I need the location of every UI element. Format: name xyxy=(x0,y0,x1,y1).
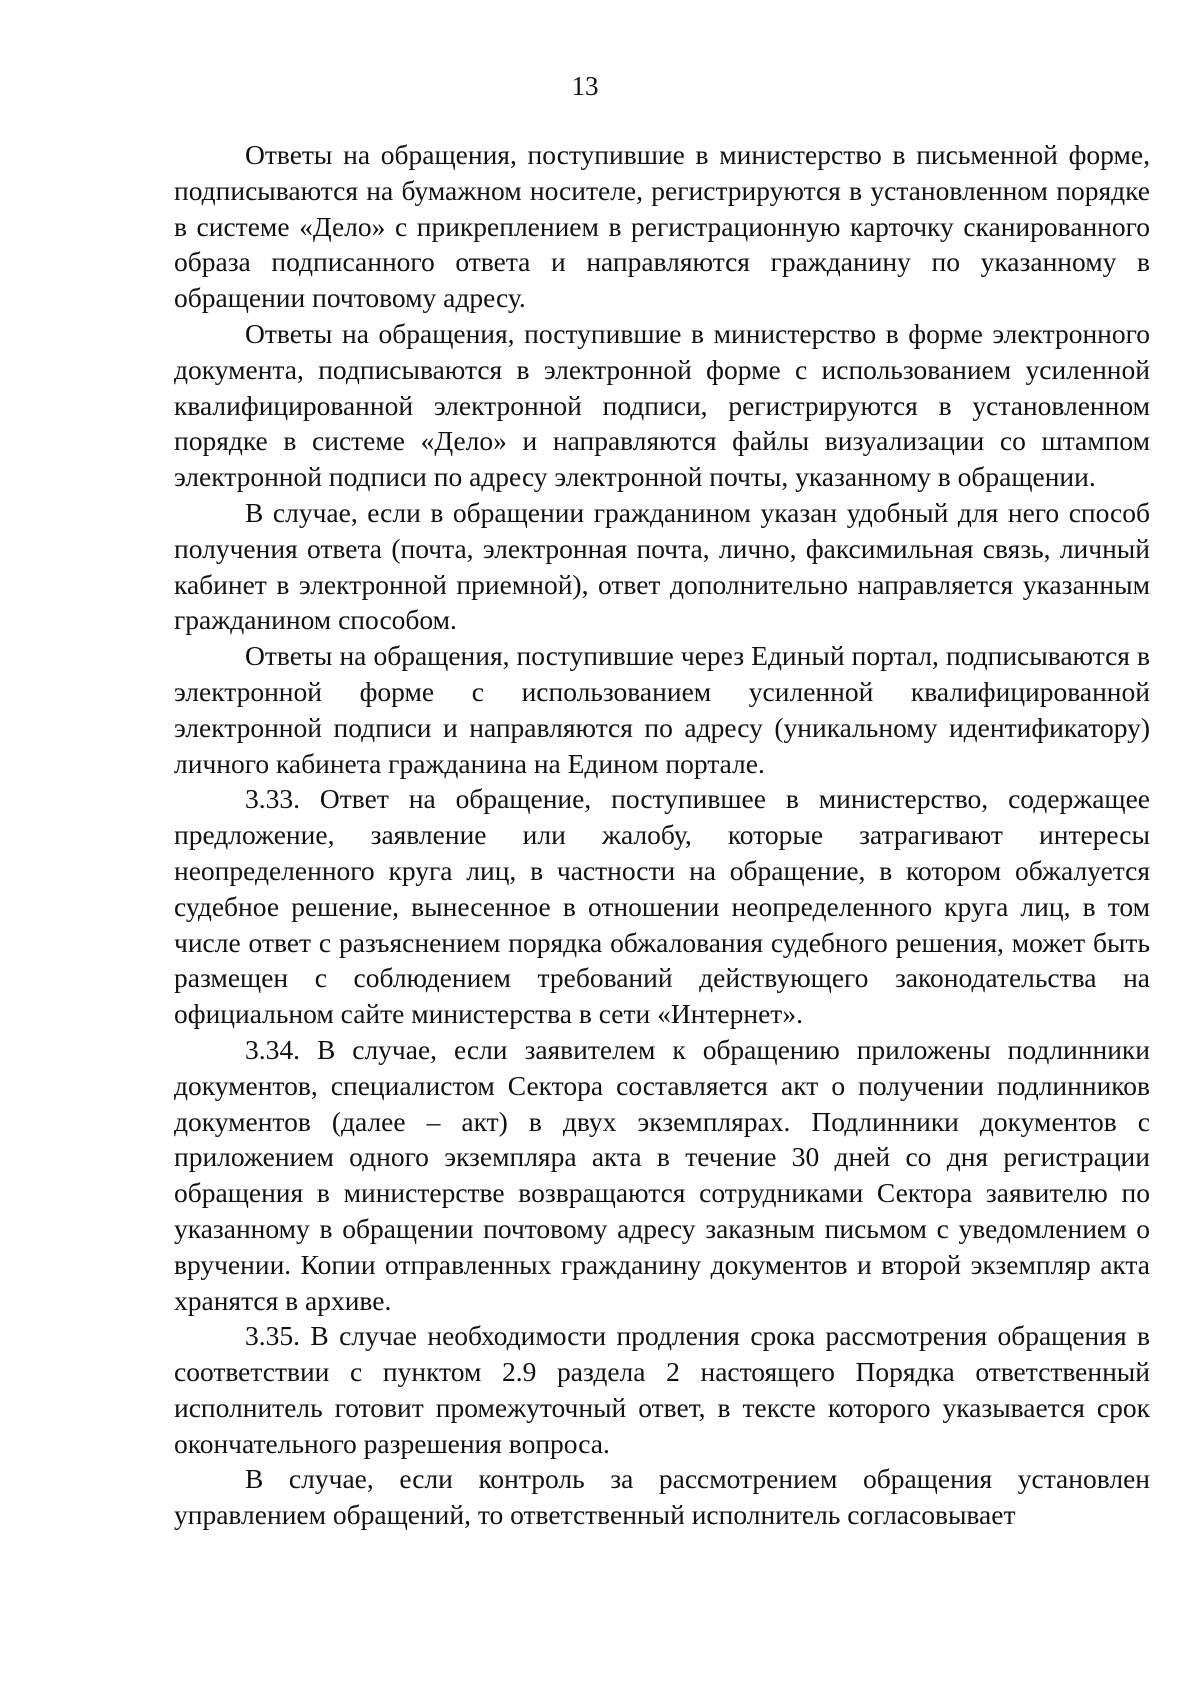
paragraph-control-approval: В случае, если контроль за рассмотрением обращения установлен управлением обращений, то ответственный исполнитель согласовывает xyxy=(174,1463,1150,1531)
paragraph-electronic-replies: Ответы на обращения, поступившие в министерство в форме электронного документа, подписываются в электронной форме с использованием усиленной квалифицированной электронной подписи, регистрируются в установленном порядке в системе «Дело» и направляются файлы визуализации со штампом электронной подписи по адресу электронной почты, указанному в обращении. xyxy=(174,317,1150,493)
document-body xyxy=(174,137,1150,1533)
paragraph-clause-3-34: 3.34. В случае, если заявителем к обращению приложены подлинники документов, специалистом Сектора составляется акт о получении подлинников документов (далее – акт) в двух экземплярах. Подлинники документов с приложением одного экземпляра акта в течение 30 дней со дня регистрации обращения в министерстве возвращаются сотрудниками Сектора заявителю по указанному в обращении почтовому адресу заказным письмом с уведомлением о вручении. Копии отправленных гражданину документов и второй экземпляр акта хранятся в архиве. xyxy=(174,1033,1150,1316)
page-number: 13 xyxy=(571,71,599,101)
paragraph-preferred-delivery: В случае, если в обращении гражданином указан удобный для него способ получения ответа (почта, электронная почта, лично, факсимильная связь, личный кабинет в электронной приемной), ответ дополнительно направляется указанным гражданином способом. xyxy=(174,496,1150,636)
paragraph-clause-3-35: 3.35. В случае необходимости продления срока рассмотрения обращения в соответствии с пунктом 2.9 раздела 2 настоящего Порядка ответственный исполнитель готовит промежуточный ответ, в тексте которого указывается срок окончательного разрешения вопроса. xyxy=(174,1320,1150,1459)
paragraph-unified-portal-replies: Ответы на обращения, поступившие через Единый портал, подписываются в электронной форме с использованием усиленной квалифицированной электронной подписи и направляются по адресу (уникальному идентификатору) личного кабинета гражданина на Едином портале. xyxy=(174,640,1150,779)
paragraph-clause-3-33: 3.33. Ответ на обращение, поступившее в министерство, содержащее предложение, заявление или жалобу, которые затрагивают интересы неопределенного круга лиц, в частности на обращение, в котором обжалуется судебное решение, вынесенное в отношении неопределенного круга лиц, в том числе ответ с разъяснением порядка обжалования судебного решения, может быть размещен с соблюдением требований действующего законодательства на официальном сайте министерства в сети «Интернет». xyxy=(174,783,1150,1030)
paragraph-written-replies: Ответы на обращения, поступившие в министерство в письменной форме, подписываются на бумажном носителе, регистрируются в установленном порядке в системе «Дело» с прикреплением в регистрационную карточку сканированного образа подписанного ответа и направляются гражданину по указанному в обращении почтовому адресу. xyxy=(174,139,1150,314)
